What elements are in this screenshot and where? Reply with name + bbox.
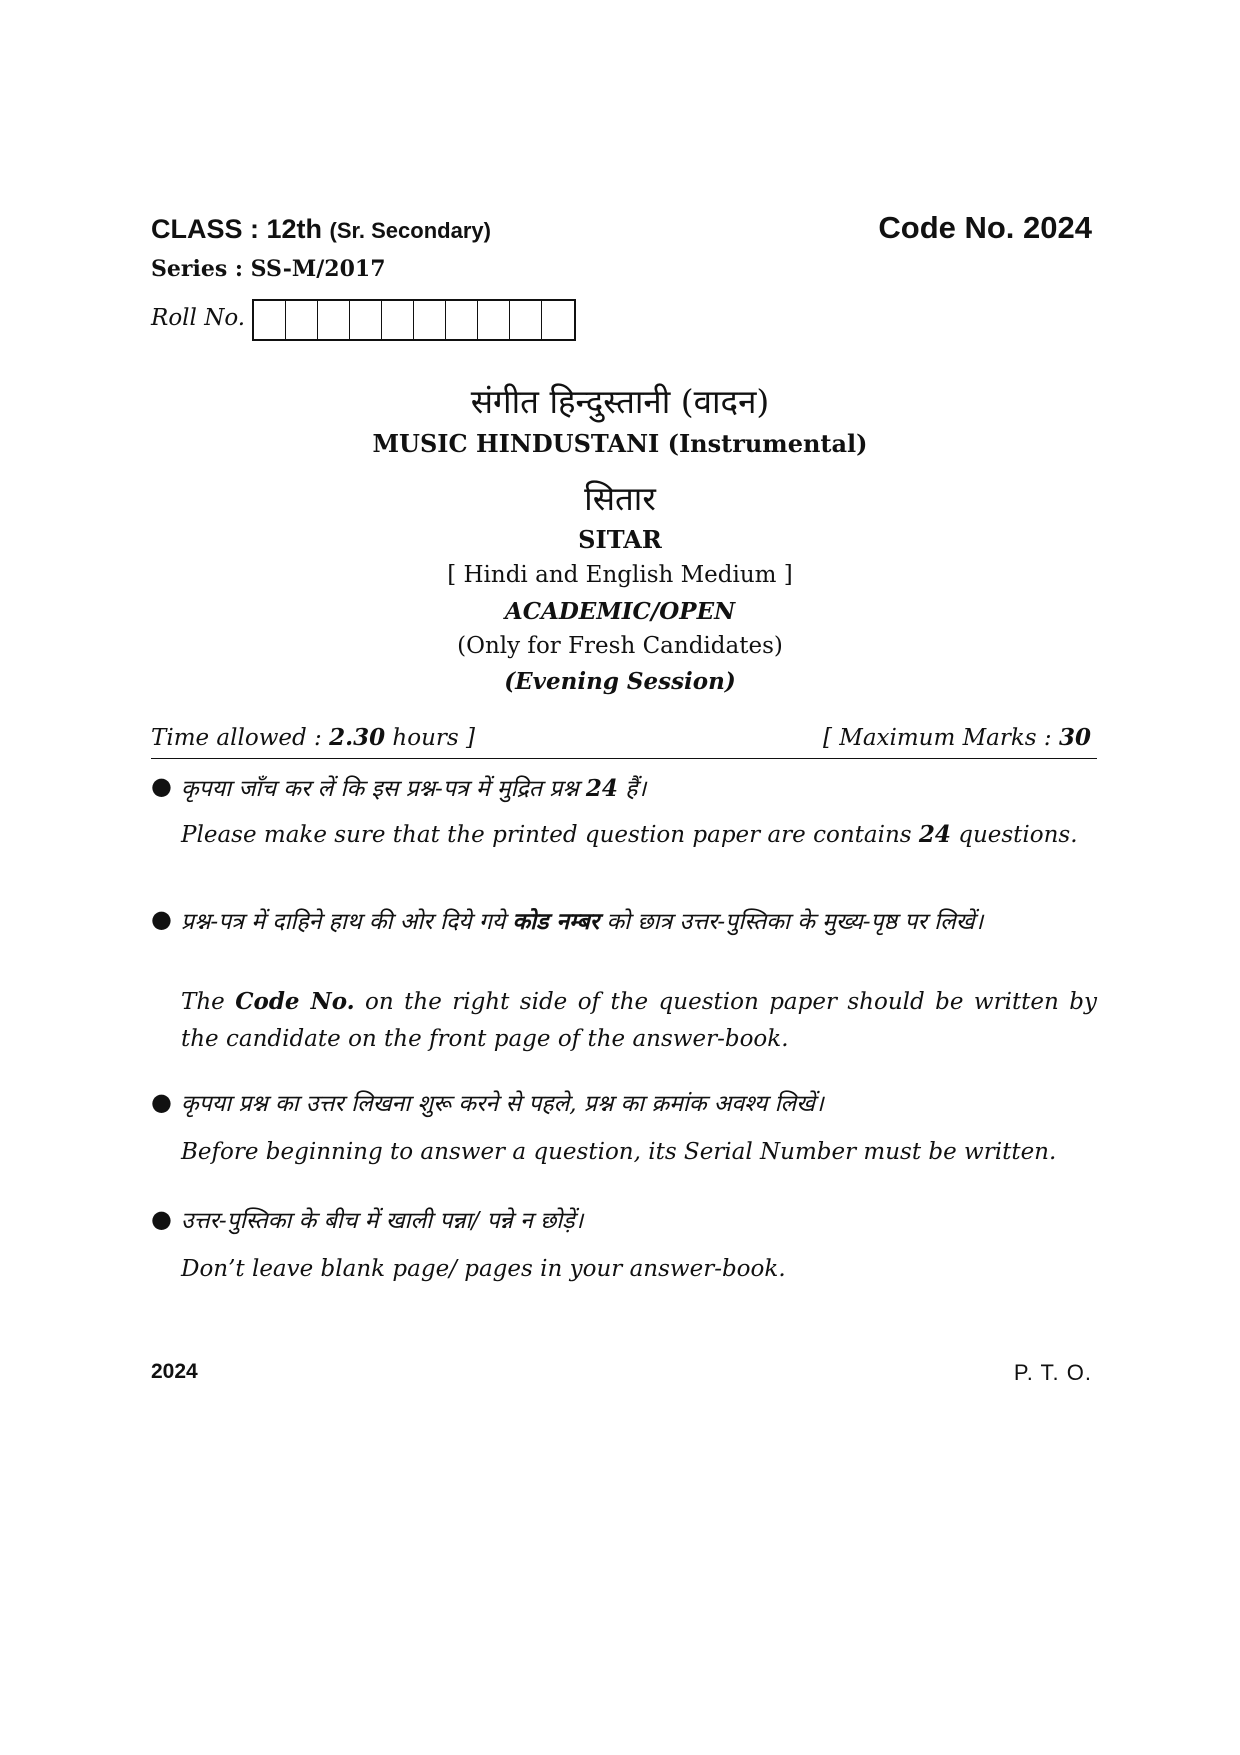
class-sub: (Sr. Secondary) (329, 218, 491, 243)
title-english: MUSIC HINDUSTANI (Instrumental) (372, 429, 868, 458)
subject-english: SITAR (578, 525, 662, 554)
academic-line: ACADEMIC/OPEN (504, 598, 736, 625)
footer-code: 2024 (151, 1360, 198, 1383)
roll-box[interactable] (478, 301, 510, 339)
title-hindi: संगीत हिन्दुस्तानी (वादन) (470, 382, 770, 421)
instruction-hindi: कृपया जाँच कर लें कि इस प्रश्न-पत्र में मुद्रित प्रश्न 24 हैं। (181, 775, 647, 802)
session-line: (Evening Session) (504, 668, 736, 695)
roll-box[interactable] (254, 301, 286, 339)
instruction-hindi: कृपया प्रश्न का उत्तर लिखना शुरू करने से पहले, प्रश्न का क्रमांक अवश्य लिखें। (181, 1091, 824, 1117)
maximum-marks: [ Maximum Marks : 30 (822, 724, 1091, 751)
series-prefix: Series : (151, 256, 251, 282)
time-value: 2.30 (329, 724, 386, 751)
roll-box[interactable] (414, 301, 446, 339)
time-marks-row (151, 724, 1097, 759)
bullet-icon: ● (151, 1088, 172, 1116)
marks-value: 30 (1058, 724, 1091, 751)
roll-box[interactable] (382, 301, 414, 339)
class-line (151, 214, 491, 245)
subject-hindi: सितार (584, 479, 656, 518)
medium-line: [ Hindi and English Medium ] (447, 562, 793, 588)
roll-box[interactable] (446, 301, 478, 339)
bullet-icon: ● (151, 1205, 172, 1233)
instruction-english: Please make sure that the printed question paper are contains 24 questions. (181, 821, 1078, 848)
please-turn-over: P. T. O. (1013, 1360, 1092, 1385)
series-value: SS-M/2017 (250, 256, 386, 282)
fresh-candidates-line: (Only for Fresh Candidates) (457, 633, 783, 659)
instruction-english: Don’t leave blank page/ pages in your answer-book. (181, 1256, 786, 1282)
roll-box[interactable] (542, 301, 574, 339)
instruction-english: The Code No. on the right side of the question paper should be written by the candidate on the front page of the answer-book. (181, 988, 1097, 1052)
roll-box[interactable] (318, 301, 350, 339)
class-label: CLASS : 12th (151, 214, 323, 244)
instruction-english: Before beginning to answer a question, its Serial Number must be written. (181, 1139, 1057, 1165)
instruction-hindi: प्रश्न-पत्र में दाहिने हाथ की ओर दिये गये कोड नम्बर को छात्र उत्तर-पुस्तिका के मुख्य-पृष्ठ पर लिखें। (181, 908, 984, 935)
bullet-icon: ● (151, 905, 172, 933)
code-number: Code No. 2024 (878, 210, 1092, 245)
roll-number-label: Roll No. (151, 305, 246, 331)
instruction-hindi: उत्तर-पुस्तिका के बीच में खाली पन्ना/ पन्ने न छोड़ें। (181, 1208, 584, 1234)
series-line (151, 256, 386, 282)
roll-number-boxes[interactable] (252, 299, 576, 341)
roll-box[interactable] (510, 301, 542, 339)
roll-box[interactable] (350, 301, 382, 339)
time-allowed: Time allowed : 2.30 hours ] (151, 724, 475, 751)
bullet-icon: ● (151, 772, 172, 800)
roll-box[interactable] (286, 301, 318, 339)
